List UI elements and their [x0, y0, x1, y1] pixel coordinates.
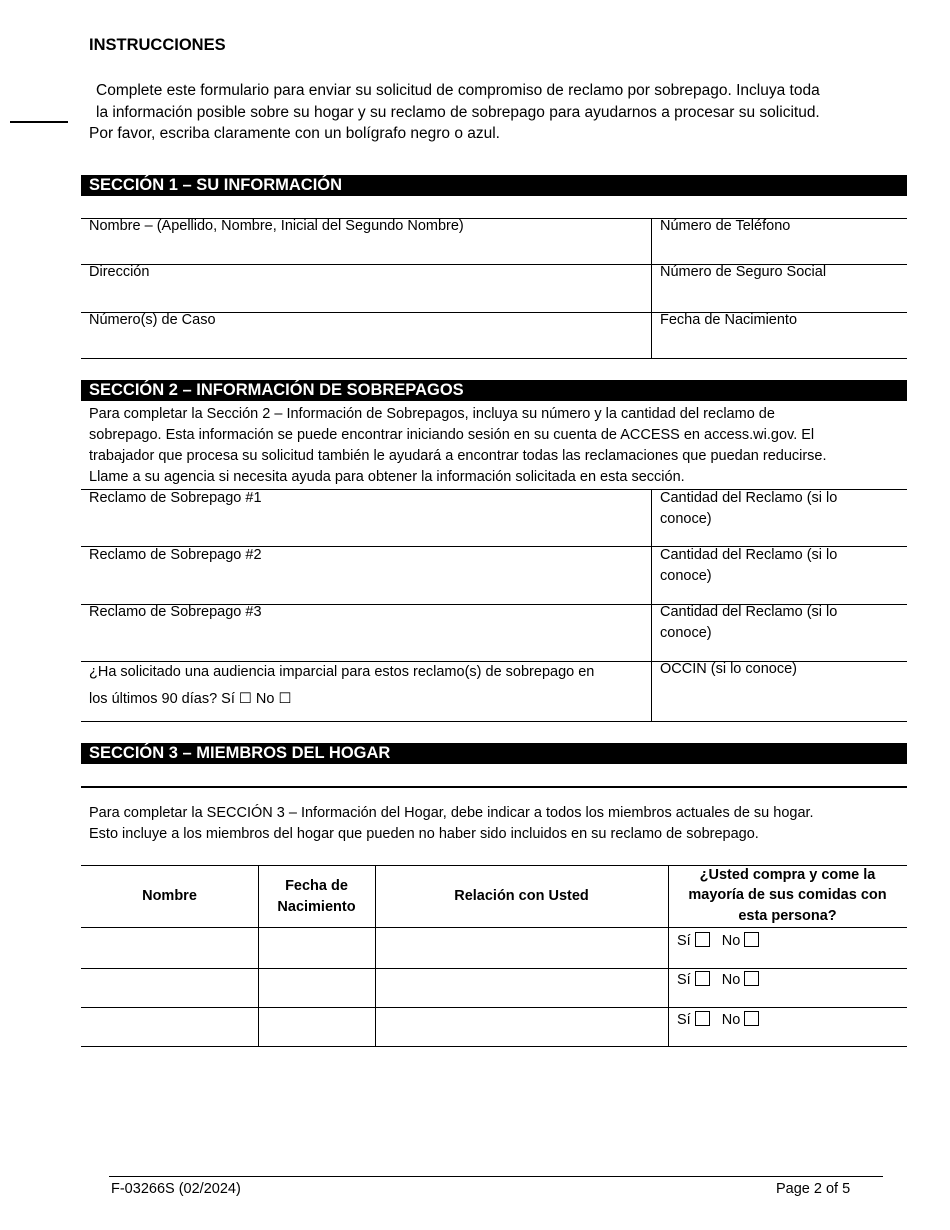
section3-title: SECCIÓN 3 – MIEMBROS DEL HOGAR	[81, 743, 907, 764]
name-field[interactable]	[89, 216, 644, 262]
instructions-line: Complete este formulario para enviar su solicitud de compromiso de reclamo por sobrepago. Incluya toda	[96, 82, 820, 99]
column-header-name: Nombre	[142, 888, 197, 905]
no-label: No	[721, 1012, 741, 1028]
claim-1-label: Reclamo de Sobrepago #1	[89, 490, 262, 506]
fair-hearing-line: los últimos 90 días? Sí ☐ No ☐	[89, 691, 292, 707]
case-number-label: Número(s) de Caso	[89, 312, 216, 328]
section2-line: trabajador que procesa su solicitud también le ayudará a encontrar todas las reclamaciones que puedan reducirse.	[89, 448, 827, 464]
household-relation-input[interactable]	[376, 969, 668, 1007]
claim-amount-label: conoce)	[660, 511, 712, 527]
household-dob-input[interactable]	[259, 1008, 375, 1046]
phone-label: Número de Teléfono	[660, 218, 791, 234]
no-label: No	[721, 972, 741, 988]
household-name-input[interactable]	[82, 1008, 258, 1046]
no-label: No	[721, 933, 741, 949]
claim-3-label: Reclamo de Sobrepago #3	[89, 604, 262, 620]
claim-2-label: Reclamo de Sobrepago #2	[89, 547, 262, 563]
instructions-text	[89, 80, 899, 145]
instructions-line: Por favor, escriba claramente con un bolígrafo negro o azul.	[89, 125, 500, 142]
yes-label: Sí	[677, 972, 691, 988]
section1-title: SECCIÓN 1 – SU INFORMACIÓN	[81, 175, 907, 196]
footer-divider	[109, 1176, 883, 1177]
phone-field[interactable]	[660, 216, 900, 262]
dob-label: Fecha de Nacimiento	[660, 312, 798, 328]
divider	[81, 721, 907, 722]
claim-amount-label: conoce)	[660, 568, 712, 584]
dob-field[interactable]	[660, 310, 900, 356]
claim-amount-label: Cantidad del Reclamo (si lo	[660, 547, 838, 563]
household-name-input[interactable]	[82, 969, 258, 1007]
claim-2-field[interactable]	[89, 545, 644, 601]
column-header-relation: Relación con Usted	[454, 888, 589, 905]
household-dob-input[interactable]	[259, 969, 375, 1007]
column-divider	[651, 218, 652, 358]
occin-label: OCCIN (si lo conoce)	[660, 661, 797, 677]
household-relation-input[interactable]	[376, 1008, 668, 1046]
yes-checkbox[interactable]	[695, 1011, 710, 1026]
ssn-label: Número de Seguro Social	[660, 264, 827, 280]
section2-line: Para completar la Sección 2 – Información de Sobrepagos, incluya su número y la cantidad del reclamo de	[89, 406, 775, 422]
claim-amount-label: Cantidad del Reclamo (si lo	[660, 490, 838, 506]
section2-line: sobrepago. Esta información se puede encontrar iniciando sesión en su cuenta de ACCESS en access.wi.gov. El	[89, 427, 815, 443]
column-divider	[651, 489, 652, 721]
yes-checkbox[interactable]	[695, 971, 710, 986]
address-field[interactable]	[89, 262, 644, 310]
meals-yes-no	[677, 932, 761, 949]
column-header-meals: ¿Usted compra y come la mayoría de sus comidas con esta persona?	[688, 866, 887, 924]
section2-instructions	[89, 404, 899, 488]
claim-2-amount-field[interactable]	[660, 545, 900, 601]
section3-line: Para completar la SECCIÓN 3 – Información del Hogar, debe indicar a todos los miembros actuales de su hogar.	[89, 805, 814, 821]
fair-hearing-line: ¿Ha solicitado una audiencia imparcial para estos reclamo(s) de sobrepago en	[89, 664, 595, 680]
meals-yes-no	[677, 1011, 761, 1028]
yes-checkbox[interactable]	[695, 932, 710, 947]
meals-yes-no	[677, 971, 761, 988]
claim-1-amount-field[interactable]	[660, 488, 900, 544]
table-border	[81, 1046, 907, 1047]
case-number-field[interactable]	[89, 310, 644, 356]
column-header-dob: Fecha de Nacimiento	[277, 878, 356, 915]
no-checkbox[interactable]	[744, 932, 759, 947]
name-label: Nombre – (Apellido, Nombre, Inicial del Segundo Nombre)	[89, 218, 464, 234]
claim-1-field[interactable]	[89, 488, 644, 544]
claim-3-amount-field[interactable]	[660, 602, 900, 658]
margin-mark	[10, 121, 68, 123]
section2-line: Llame a su agencia si necesita ayuda para obtener la información solicitada en esta sección.	[89, 469, 685, 485]
ssn-field[interactable]	[660, 262, 900, 310]
yes-label: Sí	[677, 1012, 691, 1028]
no-checkbox[interactable]	[744, 971, 759, 986]
claim-amount-label: conoce)	[660, 625, 712, 641]
no-checkbox[interactable]	[744, 1011, 759, 1026]
yes-label: Sí	[677, 933, 691, 949]
address-label: Dirección	[89, 264, 150, 280]
instructions-heading: INSTRUCCIONES	[89, 36, 226, 54]
household-relation-input[interactable]	[376, 928, 668, 968]
section2-title: SECCIÓN 2 – INFORMACIÓN DE SOBREPAGOS	[81, 380, 907, 401]
occin-field[interactable]	[660, 659, 900, 717]
household-name-input[interactable]	[82, 928, 258, 968]
section3-line: Esto incluye a los miembros del hogar que pueden no haber sido incluidos en su reclamo de sobrepago.	[89, 826, 759, 842]
instructions-line: la información posible sobre su hogar y su reclamo de sobrepago para ayudarnos a procesar su solicitud.	[96, 103, 820, 121]
claim-amount-label: Cantidad del Reclamo (si lo	[660, 604, 838, 620]
form-id: F-03266S (02/2024)	[111, 1181, 241, 1197]
page-number: Page 2 of 5	[776, 1181, 851, 1197]
divider	[81, 358, 907, 359]
section3-instructions	[89, 803, 899, 845]
household-dob-input[interactable]	[259, 928, 375, 968]
fair-hearing-question[interactable]	[89, 659, 649, 719]
claim-3-field[interactable]	[89, 602, 644, 658]
divider	[81, 786, 907, 788]
